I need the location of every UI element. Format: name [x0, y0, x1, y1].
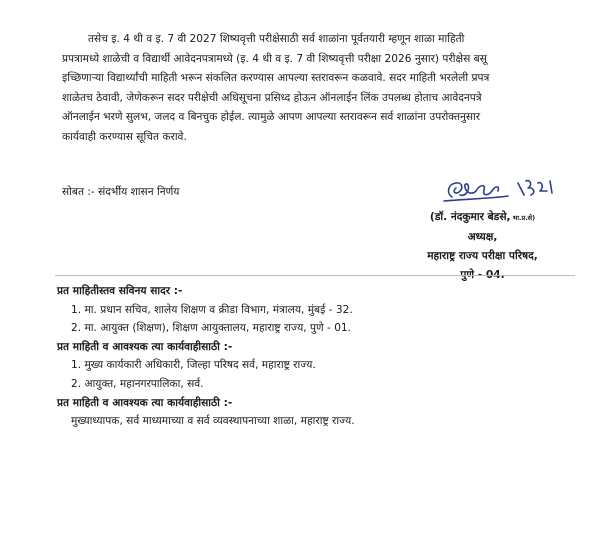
body-line: ऑनलाईन भरणे सुलभ, जलद व बिनचुक होईल. त्यामुळे आपण आपल्या स्तरावरून सर्व शाळांना उपरोक्तनुसार — [62, 111, 481, 124]
body-line: कार्यवाही करण्यास सूचित करावे. — [62, 130, 187, 143]
signature-mark — [440, 175, 560, 209]
signatory-city: पुणे - 04. — [460, 269, 505, 281]
copy-to-section — [57, 282, 577, 431]
enclosure-line: सोबत :- संदर्भीय शासन निर्णय — [62, 186, 180, 198]
divider — [55, 275, 575, 276]
copy-heading: प्रत माहितीस्तव सविनय सादर :- — [57, 285, 183, 297]
body-line: प्रपत्रामध्ये शाळेची व विद्यार्थी आवेदनपत्रामध्ये (इ. 4 थी व इ. 7 वी शिष्यवृत्ती परीक्षा 2026 नुसार) परीक्षेस बसू — [62, 52, 487, 65]
copy-item: 2. आयुक्त, महानगरपालिका, सर्व. — [71, 377, 204, 390]
copy-heading: प्रत माहिती व आवश्यक त्या कार्यवाहीसाठी :- — [57, 340, 233, 353]
signatory-degree: भा.प्र.से) — [510, 214, 536, 222]
signatory-name-line — [395, 208, 570, 228]
body-line: इच्छिणाऱ्या विद्यार्थ्यांची माहिती भरून संकलित करण्यास आपल्या स्तरावरून कळवावे. सदर माहिती भरलेली प्रपत्र — [62, 72, 490, 85]
copy-item: 1. मा. प्रधान सचिव, शालेय शिक्षण व क्रीडा विभाग, मंत्रालय, मुंबई - 32. — [71, 303, 353, 316]
copy-item: मुख्याध्यापक, सर्व माध्यमाच्या व सर्व व्यवस्थापनाच्या शाळा, महाराष्ट्र राज्य. — [71, 415, 355, 428]
copy-item: 1. मुख्य कार्यकारी अधिकारी, जिल्हा परिषद सर्व, महाराष्ट्र राज्य. — [71, 359, 316, 372]
signatory-office: महाराष्ट्र राज्य परीक्षा परिषद, — [427, 250, 538, 262]
copy-heading: प्रत माहिती व आवश्यक त्या कार्यवाहीसाठी :- — [57, 396, 233, 409]
signatory-designation: अध्यक्ष, — [467, 231, 498, 243]
body-line: शाळेतच ठेवावी, जेणेकरून सदर परीक्षेची अधिसूचना प्रसिध्द होऊन ऑनलाईन लिंक उपलब्ध होताच आवेदनपत्रे — [62, 91, 482, 104]
body-paragraph — [62, 30, 567, 148]
copy-item: 2. मा. आयुक्त (शिक्षण), शिक्षण आयुक्तालय, महाराष्ट्र राज्य, पुणे - 01. — [71, 322, 352, 335]
signatory-name: (डॉ. नंदकुमार बेडसे, — [429, 211, 511, 223]
signatory-block — [395, 208, 570, 285]
body-line: तसेच इ. 4 थी व इ. 7 वी 2027 शिष्यवृत्ती परीक्षेसाठी सर्व शाळांना पूर्वतयारी म्हणून शाळा माहिती — [88, 33, 465, 45]
